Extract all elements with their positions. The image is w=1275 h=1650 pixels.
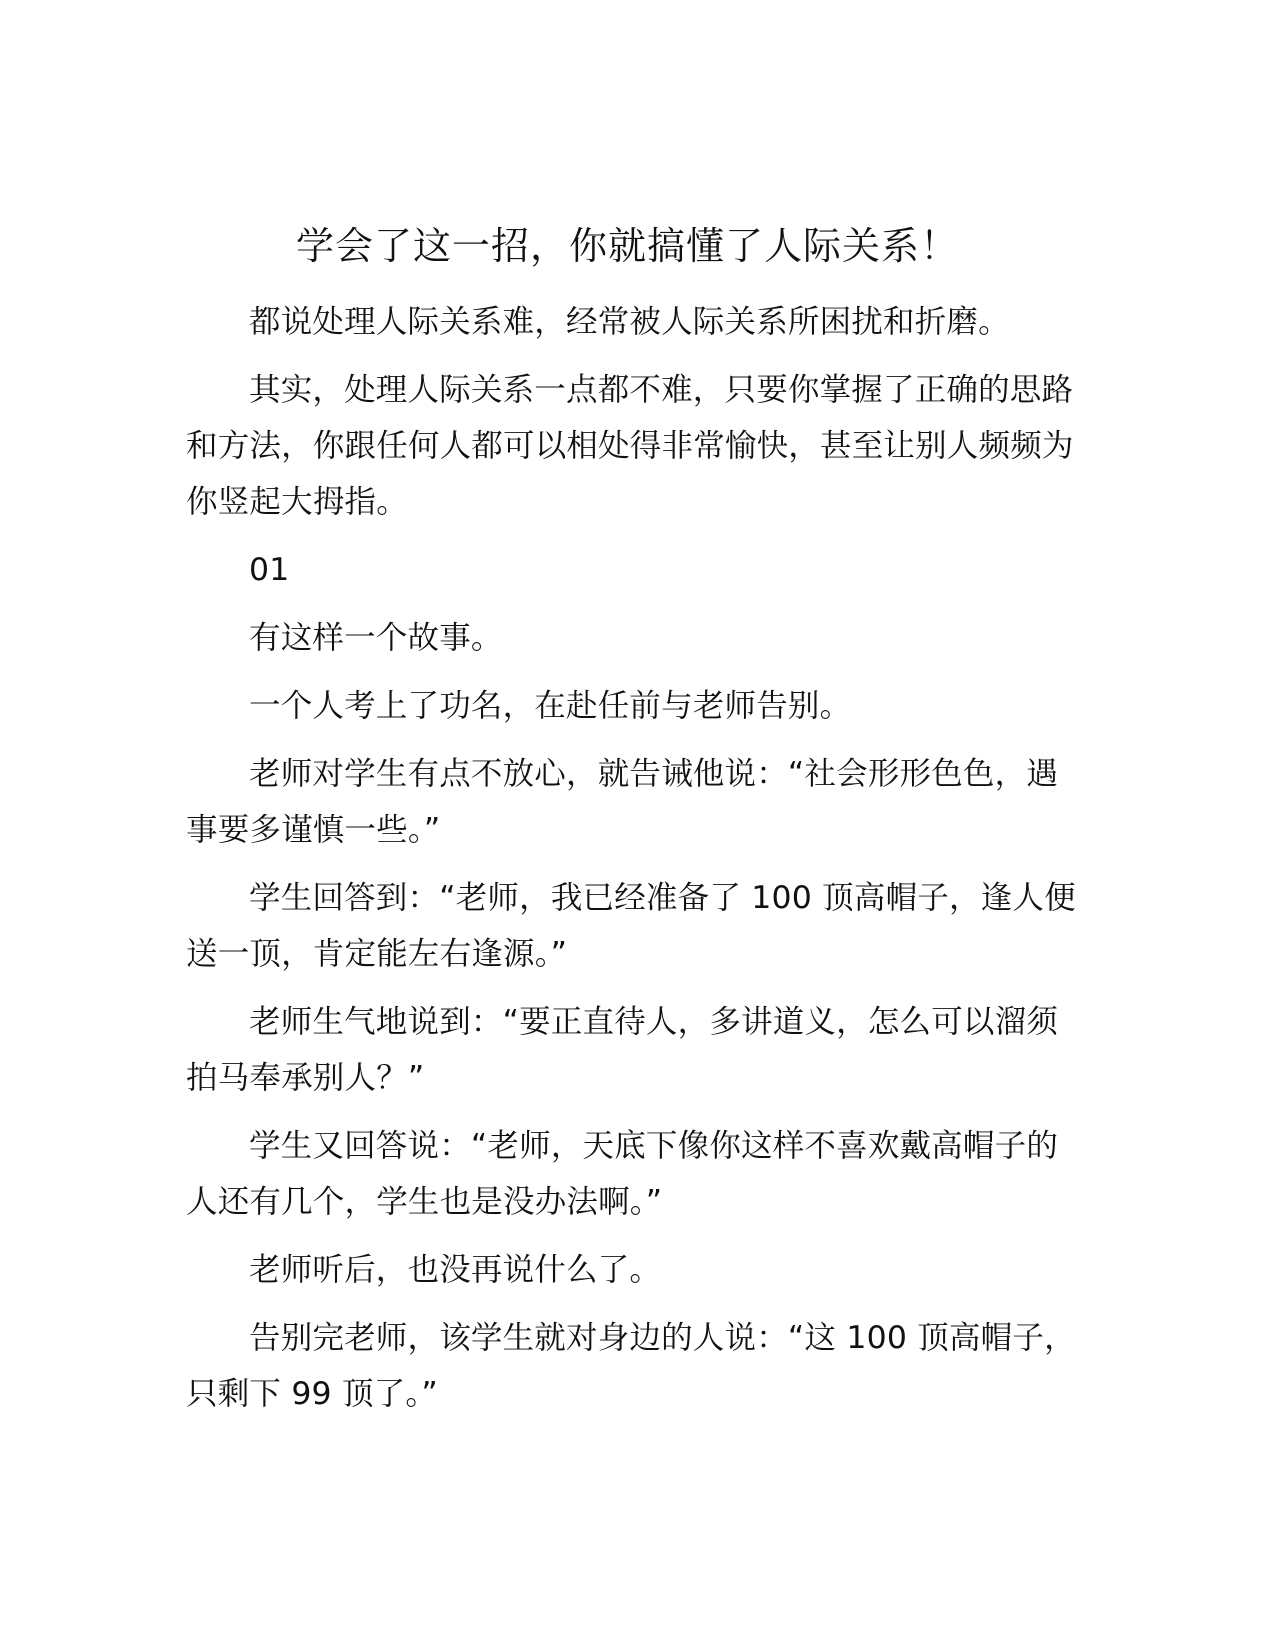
- paragraph-thesis: 其实，处理人际关系一点都不难，只要你掌握了正确的思路和方法，你跟任何人都可以相处得非常愉快，甚至让别人频频为你竖起大拇指。: [186, 372, 1074, 520]
- paragraph-story-7: 告别完老师，该学生就对身边的人说：“这 100 顶高帽子，只剩下 99 顶了。”: [186, 1320, 1076, 1412]
- paragraph-intro: 都说处理人际关系难，经常被人际关系所困扰和折磨。: [249, 304, 1010, 340]
- document-title: 学会了这一招，你就搞懂了人际关系！: [295, 224, 959, 268]
- paragraph-story-1: 一个人考上了功名，在赴任前与老师告别。: [249, 688, 852, 724]
- paragraph-story-4: 老师生气地说到：“要正直待人，多讲道义，怎么可以溜须拍马奉承别人？”: [186, 1004, 1059, 1096]
- paragraph-story-3: 学生回答到：“老师，我已经准备了 100 顶高帽子，逢人便送一顶，肯定能左右逢源。”: [186, 880, 1076, 972]
- document-body: [186, 294, 1086, 1434]
- section-number: 01: [249, 552, 290, 588]
- paragraph-story-2: 老师对学生有点不放心，就告诫他说：“社会形形色色，遇事要多谨慎一些。”: [186, 756, 1059, 848]
- paragraph-story-5: 学生又回答说：“老师，天底下像你这样不喜欢戴高帽子的人还有几个，学生也是没办法啊。”: [186, 1128, 1059, 1220]
- paragraph-story-intro: 有这样一个故事。: [249, 620, 503, 656]
- paragraph-story-6: 老师听后，也没再说什么了。: [249, 1252, 662, 1288]
